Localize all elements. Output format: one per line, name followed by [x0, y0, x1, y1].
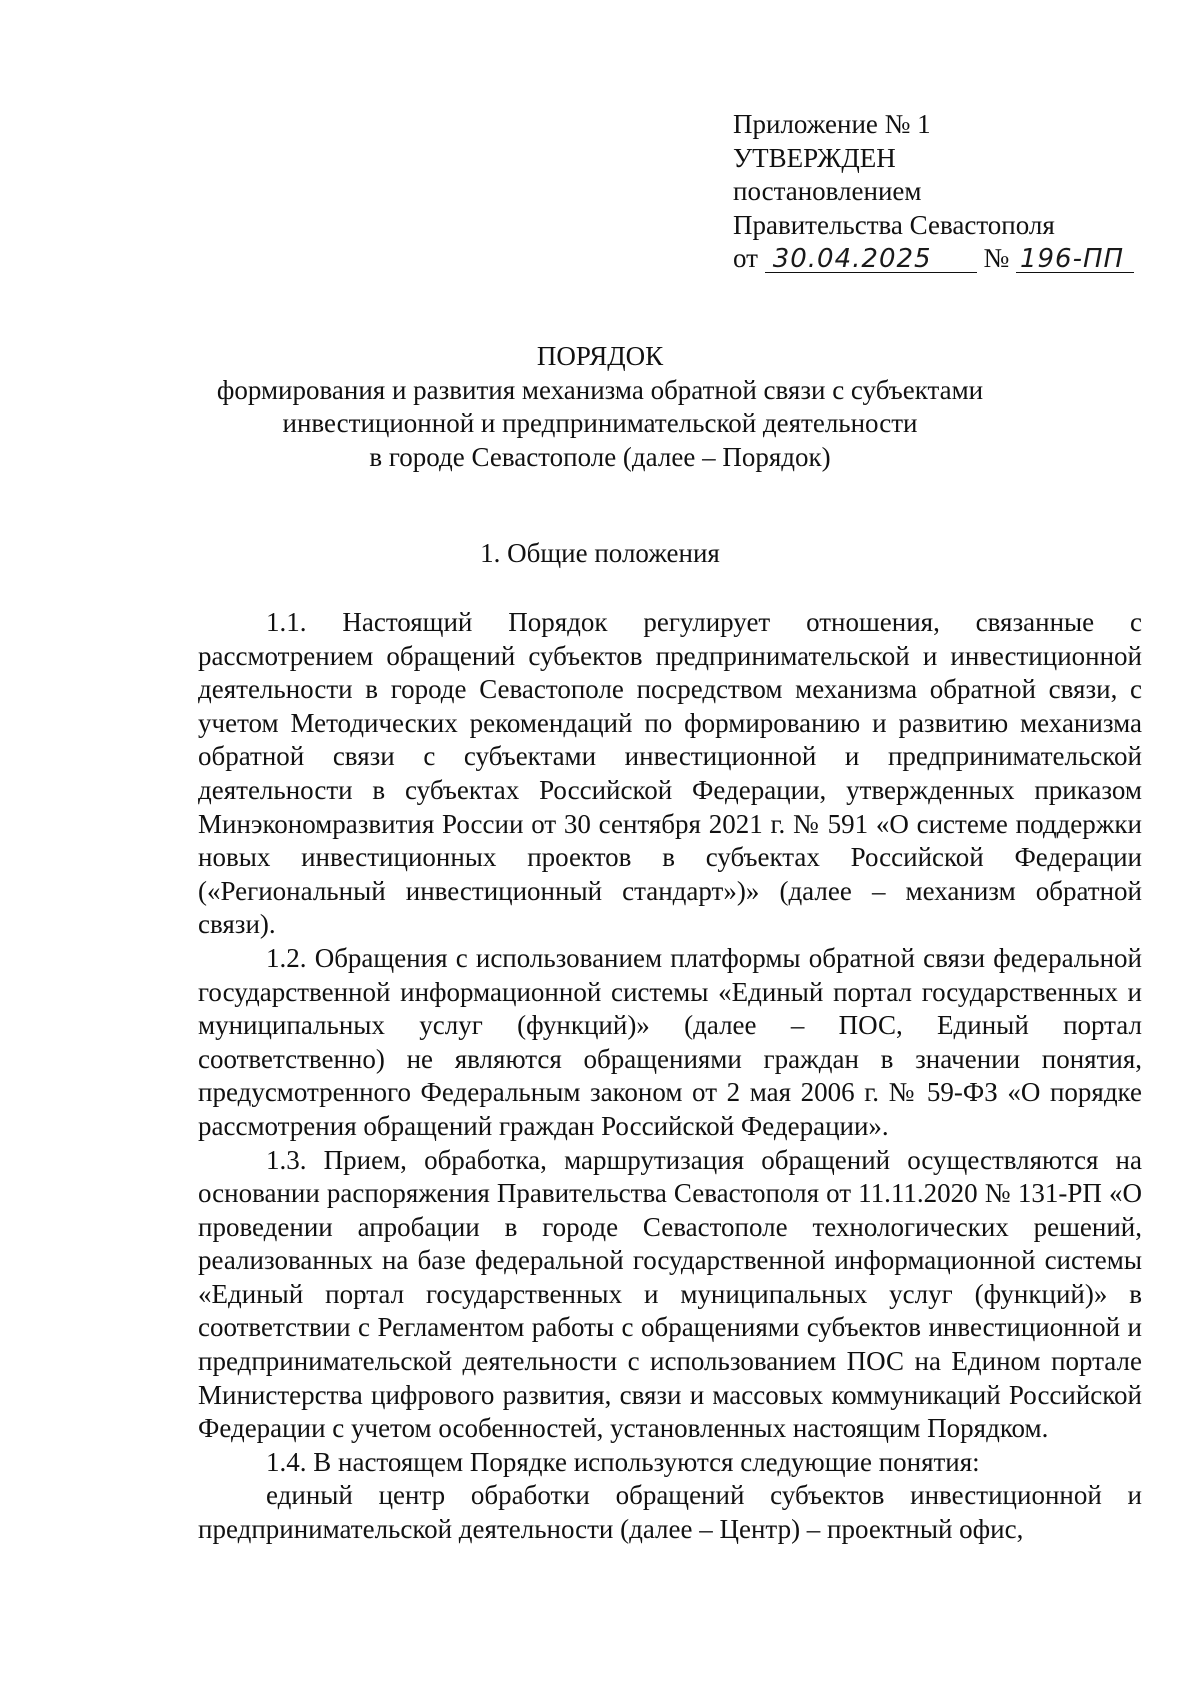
title-line-2: формирования и развития механизма обратной связи с субъектами — [216, 374, 984, 405]
paragraph-1-2: 1.2. Обращения с использованием платформы обратной связи федеральной государственной информационной системы «Единый портал государственных и муниципальных услуг (функций)» (далее – ПОС, Единый портал соответственно) не являются обращениями граждан в значении понятия, предусмотренного Федеральным законом от 2 мая 2006 г. № 59-ФЗ «О порядке рассмотрения обращений граждан Российской Федерации». — [198, 942, 1142, 1141]
handwritten-number: 196-ПП — [1016, 246, 1134, 273]
section-heading: 1. Общие положения — [480, 538, 720, 568]
date-number-line — [733, 242, 1134, 276]
title-main: ПОРЯДОК — [536, 341, 664, 371]
government-label: Правительства Севастополя — [733, 209, 1055, 240]
approval-block — [733, 108, 1134, 276]
paragraph-1-4: 1.4. В настоящем Порядке используются следующие понятия: — [266, 1446, 980, 1477]
paragraph-definition: единый центр обработки обращений субъектов инвестиционной и предпринимательской деятельности (далее – Центр) – проектный офис, — [198, 1480, 1142, 1545]
approved-label: УТВЕРЖДЕН — [733, 142, 896, 173]
title-line-4: в городе Севастополе (далее – Порядок) — [369, 441, 831, 472]
document-body — [198, 606, 1142, 1547]
appendix-label: Приложение № 1 — [733, 109, 931, 139]
title-line-3: инвестиционной и предпринимательской деятельности — [282, 408, 918, 438]
document-title — [0, 340, 1200, 474]
paragraph-1-1: 1.1. Настоящий Порядок регулирует отношения, связанные с рассмотрением обращений субъектов предпринимательской и инвестиционной деятельности в городе Севастополе посредством механизма обратной связи, с учетом Методических рекомендаций по формированию и развитию механизма обратной связи с субъектами инвестиционной и предпринимательской деятельности в субъектах Российской Федерации, утвержденных приказом Минэкономразвития России от 30 сентября 2021 г. № 591 «О системе поддержки новых инвестиционных проектов в субъектах Российской Федерации («Региональный инвестиционный стандарт»)» (далее – механизм обратной связи). — [198, 607, 1142, 940]
resolution-label: постановлением — [733, 176, 922, 206]
date-prefix: от — [733, 243, 758, 273]
handwritten-date: 30.04.2025 — [765, 246, 977, 273]
paragraph-1-3: 1.3. Прием, обработка, маршрутизация обращений осуществляются на основании распоряжения Правительства Севастополя от 11.11.2020 № 131-РП «О проведении апробации в городе Севастополе технологических решений, реализованных на базе федеральной государственной информационной системы «Единый портал государственных и муниципальных услуг (функций)» в соответствии с Регламентом работы с обращениями субъектов инвестиционной и предпринимательской деятельности с использованием ПОС на Едином портале Министерства цифрового развития, связи и массовых коммуникаций Российской Федерации с учетом особенностей, установленных настоящим Порядком. — [198, 1144, 1142, 1444]
number-prefix: № — [983, 243, 1010, 273]
